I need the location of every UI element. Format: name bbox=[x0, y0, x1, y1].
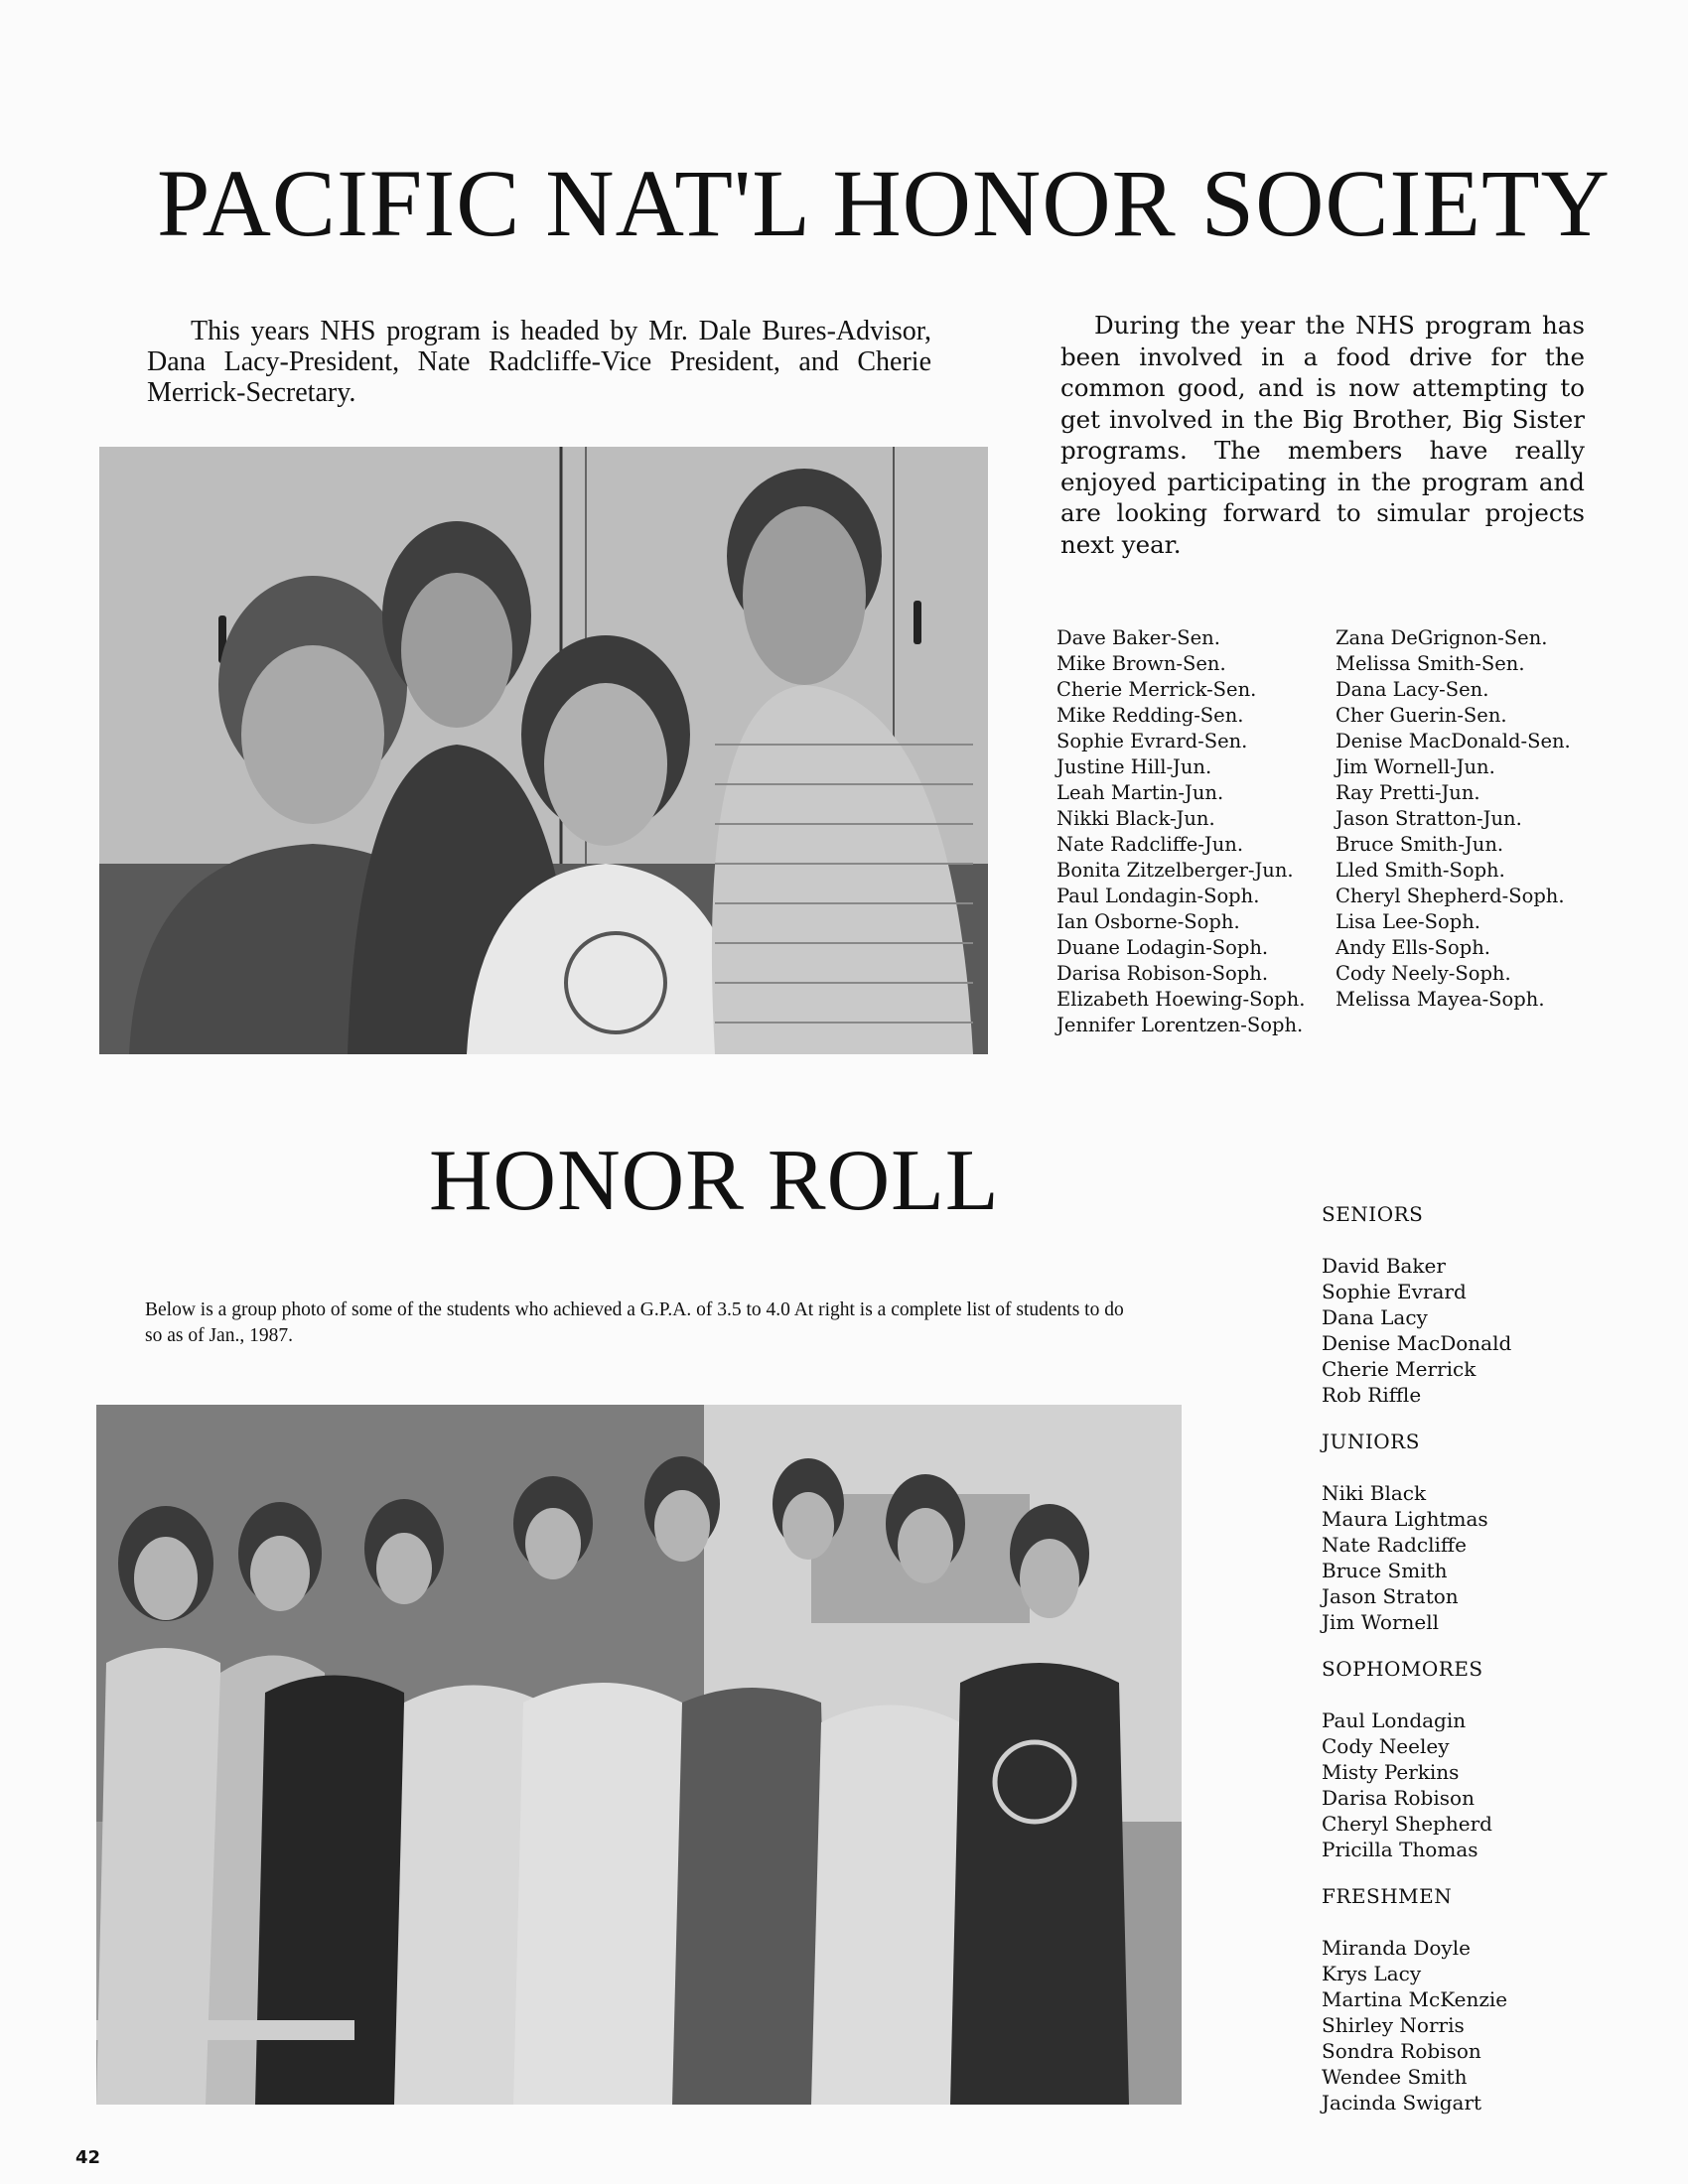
student-name: Wendee Smith bbox=[1322, 2065, 1468, 2089]
student-name: Nate Radcliffe bbox=[1322, 1533, 1467, 1557]
student-name: Bruce Smith bbox=[1322, 1559, 1448, 1582]
student-name: Sondra Robison bbox=[1322, 2039, 1481, 2063]
member-name: Duane Lodagin-Soph. bbox=[1056, 936, 1269, 959]
member-name: Leah Martin-Jun. bbox=[1056, 781, 1224, 804]
seniors-list bbox=[1318, 1253, 1596, 1408]
student-name: Shirley Norris bbox=[1322, 2013, 1465, 2037]
student-name: Denise MacDonald bbox=[1322, 1331, 1512, 1355]
member-name: Nate Radcliffe-Jun. bbox=[1056, 833, 1244, 856]
student-name: Sophie Evrard bbox=[1322, 1280, 1467, 1303]
sophomores-list bbox=[1318, 1707, 1596, 1862]
member-name: Jason Stratton-Jun. bbox=[1336, 807, 1522, 830]
member-name: Dana Lacy-Sen. bbox=[1336, 678, 1489, 701]
juniors-list bbox=[1318, 1480, 1596, 1635]
member-name: Ray Pretti-Jun. bbox=[1336, 781, 1480, 804]
member-name: Lisa Lee-Soph. bbox=[1336, 910, 1480, 933]
member-name: Zana DeGrignon-Sen. bbox=[1336, 626, 1548, 649]
student-name: Miranda Doyle bbox=[1322, 1936, 1471, 1960]
page-number: 42 bbox=[75, 2147, 101, 2168]
student-name: Cheryl Shepherd bbox=[1322, 1812, 1492, 1836]
student-name: Misty Perkins bbox=[1322, 1760, 1460, 1784]
honor-roll-list bbox=[1318, 1201, 1596, 2136]
freshmen-list bbox=[1318, 1935, 1596, 2116]
member-name: Ian Osborne-Soph. bbox=[1056, 910, 1240, 933]
member-name: Sophie Evrard-Sen. bbox=[1056, 730, 1248, 752]
student-name: Maura Lightmas bbox=[1322, 1507, 1488, 1531]
student-name: Jacinda Swigart bbox=[1322, 2091, 1482, 2115]
member-name: Melissa Smith-Sen. bbox=[1336, 652, 1525, 675]
member-name: Jennifer Lorentzen-Soph. bbox=[1056, 1014, 1304, 1036]
photo-placeholder-icon bbox=[96, 1405, 1182, 2105]
nhs-members-list-left bbox=[1056, 625, 1335, 1038]
nhs-title: PACIFIC NAT'L HONOR SOCIETY bbox=[157, 150, 1611, 256]
member-name: Mike Brown-Sen. bbox=[1056, 652, 1226, 675]
honor-roll-title: HONOR ROLL bbox=[429, 1133, 1000, 1229]
nhs-intro-activities: During the year the NHS program has been involved in a food drive for the common good, and is now attempting to get involved in the Big Brother, Big Sister programs. The members have really enjoyed participating in the program and are looking forward to simular projects next year. bbox=[1060, 311, 1585, 559]
nhs-officers-photo bbox=[99, 447, 988, 1054]
student-name: Martina McKenzie bbox=[1322, 1987, 1508, 2011]
nhs-members-list-right bbox=[1336, 625, 1604, 1013]
photo-placeholder-icon bbox=[99, 447, 988, 1054]
member-name: Mike Redding-Sen. bbox=[1056, 704, 1244, 727]
student-name: Dana Lacy bbox=[1322, 1305, 1428, 1329]
member-name: Lled Smith-Soph. bbox=[1336, 859, 1505, 882]
student-name: Paul Londagin bbox=[1322, 1708, 1467, 1732]
member-name: Cheryl Shepherd-Soph. bbox=[1336, 885, 1565, 907]
group-heading-sophomores: SOPHOMORES bbox=[1322, 1657, 1483, 1681]
member-name: Melissa Mayea-Soph. bbox=[1336, 988, 1545, 1011]
honor-roll-group-photo bbox=[96, 1405, 1182, 2105]
group-heading-freshmen: FRESHMEN bbox=[1322, 1884, 1453, 1908]
student-name: David Baker bbox=[1322, 1254, 1446, 1278]
student-name: Pricilla Thomas bbox=[1322, 1838, 1478, 1861]
member-name: Dave Baker-Sen. bbox=[1056, 626, 1220, 649]
member-name: Cody Neely-Soph. bbox=[1336, 962, 1511, 985]
member-name: Bruce Smith-Jun. bbox=[1336, 833, 1504, 856]
group-heading-seniors: SENIORS bbox=[1322, 1202, 1424, 1226]
member-name: Denise MacDonald-Sen. bbox=[1336, 730, 1571, 752]
member-name: Justine Hill-Jun. bbox=[1056, 755, 1212, 778]
member-name: Bonita Zitzelberger-Jun. bbox=[1056, 859, 1294, 882]
student-name: Krys Lacy bbox=[1322, 1962, 1422, 1985]
member-name: Paul Londagin-Soph. bbox=[1056, 885, 1260, 907]
member-name: Darisa Robison-Soph. bbox=[1056, 962, 1269, 985]
group-heading-juniors: JUNIORS bbox=[1322, 1430, 1420, 1453]
student-name: Niki Black bbox=[1322, 1481, 1427, 1505]
honor-roll-description: Below is a group photo of some of the students who achieved a G.P.A. of 3.5 to 4.0 At right is a complete list of students to do so as of Jan., 1987. bbox=[145, 1299, 1124, 1346]
student-name: Cody Neeley bbox=[1322, 1734, 1450, 1758]
nhs-intro-officers: This years NHS program is headed by Mr. Dale Bures-Advisor, Dana Lacy-President, Nate Radcliffe-Vice President, and Cherie Merrick-Secretary. bbox=[147, 316, 931, 408]
student-name: Cherie Merrick bbox=[1322, 1357, 1477, 1381]
member-name: Jim Wornell-Jun. bbox=[1336, 755, 1495, 778]
student-name: Jim Wornell bbox=[1322, 1610, 1440, 1634]
member-name: Elizabeth Hoewing-Soph. bbox=[1056, 988, 1306, 1011]
member-name: Nikki Black-Jun. bbox=[1056, 807, 1215, 830]
member-name: Cher Guerin-Sen. bbox=[1336, 704, 1507, 727]
student-name: Rob Riffle bbox=[1322, 1383, 1422, 1407]
student-name: Jason Straton bbox=[1322, 1584, 1459, 1608]
student-name: Darisa Robison bbox=[1322, 1786, 1475, 1810]
member-name: Andy Ells-Soph. bbox=[1336, 936, 1490, 959]
member-name: Cherie Merrick-Sen. bbox=[1056, 678, 1257, 701]
